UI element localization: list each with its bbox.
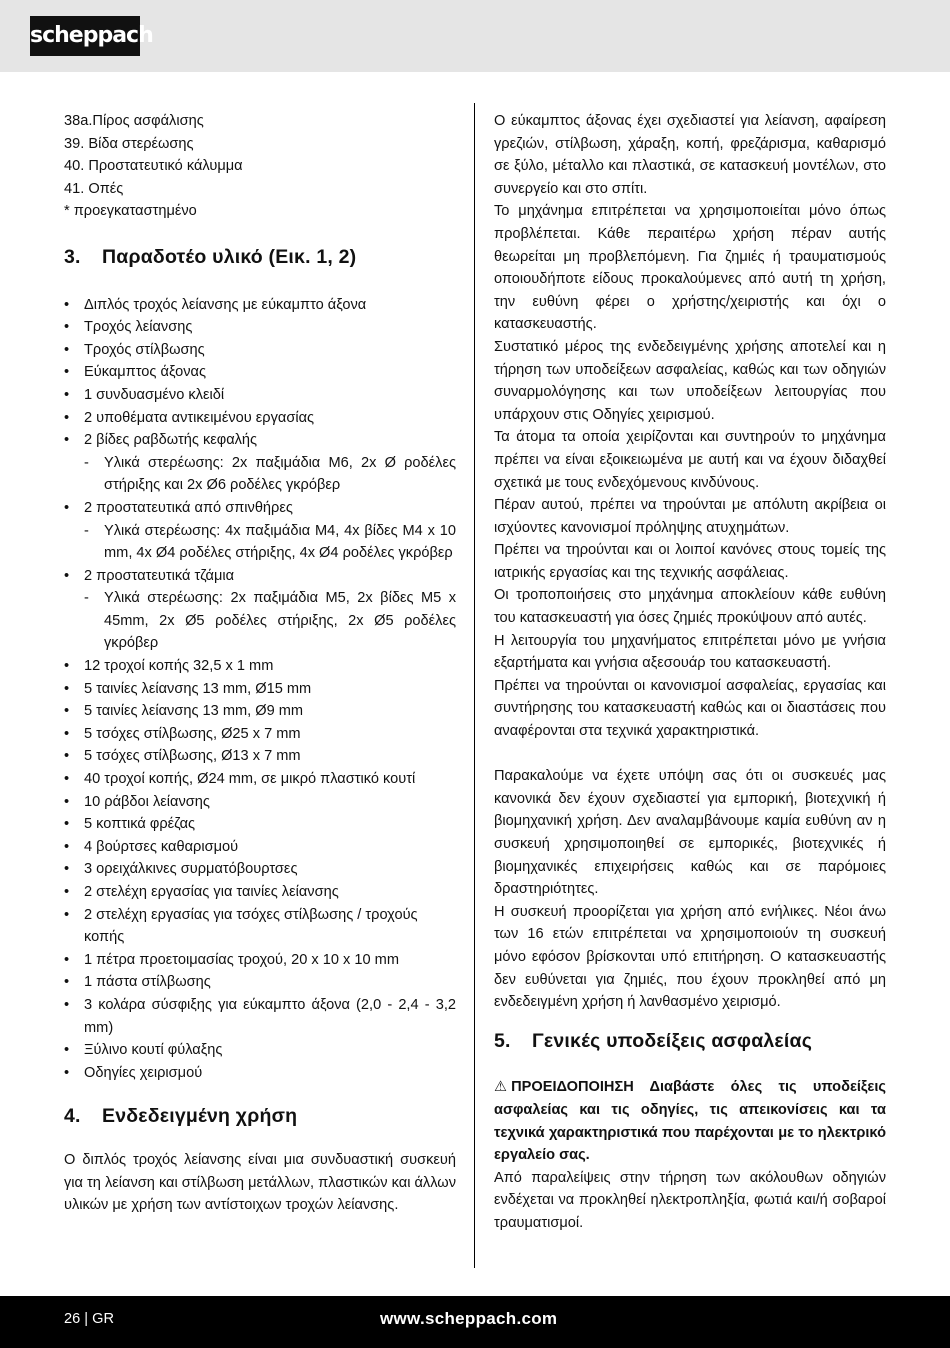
list-item: • 2 υποθέματα αντικειμένου εργασίας (64, 407, 456, 430)
paragraph: Η λειτουργία του μηχανήματος επιτρέπεται μόνο με γνήσια εξαρτήματα και γνήσια αξεσουάρ του κατασκευαστή. (494, 632, 886, 672)
header-bar (0, 0, 950, 72)
sub-item-spark-guards: - Υλικά στερέωσης: 4x παξιμάδια M4, 4x βίδες M4 x 10 mm, 4x Ø4 ροδέλες στήριξης, 4x Ø4 ροδέλες γκρόβερ (84, 520, 456, 565)
list-item: • Τροχός στίλβωσης (64, 339, 456, 362)
list-item: • 3 κολάρα σύσφιξης για εύκαμπτο άξονα (2,0 - 2,4 - 3,2 mm) (64, 994, 456, 1039)
list-item: • Διπλός τροχός λείανσης με εύκαμπτο άξονα (64, 294, 456, 317)
list-item: • Εύκαμπτος άξονας (64, 361, 456, 384)
list-item: • Ξύλινο κουτί φύλαξης (64, 1039, 456, 1062)
warning-heading: ΠΡΟΕΙΔΟΠΟΙΗΣΗ Διαβάστε όλες τις υποδείξεις ασφαλείας και τις οδηγίες, τις απεικονίσεις και τα τεχνικά χαρακτηριστικά που παρέχονται με το ηλεκτρικό εργαλείο σας. (494, 1079, 886, 1164)
sub-item-screws: - Υλικά στερέωσης: 2x παξιμάδια M6, 2x Ø ροδέλες στήριξης και 2x Ø6 ροδέλες γκρόβερ (84, 452, 456, 497)
warning-text: Από παραλείψεις στην τήρηση των ακόλουθων οδηγιών ενδέχεται να προκληθεί ηλεκτροπληξία, φωτιά και/ή σοβαροί τραυματισμοί. (494, 1169, 886, 1231)
delivery-list (64, 294, 456, 1085)
page-number: 26 | GR (64, 1311, 115, 1327)
list-item-spark-guards: • 2 προστατευτικά από σπινθήρες - Υλικά στερέωσης: 4x παξιμάδια M4, 4x βίδες M4 x 10 mm, 4x Ø4 ροδέλες στήριξης, 4x Ø4 ροδέλες γκρόβερ (64, 497, 456, 565)
list-item-screws: • 2 βίδες ραβδωτής κεφαλής - Υλικά στερέωσης: 2x παξιμάδια M6, 2x Ø ροδέλες στήριξης και 2x Ø6 ροδέλες γκρόβερ (64, 429, 456, 497)
paragraph: Τα άτομα τα οποία χειρίζονται και συντηρούν το μηχάνημα πρέπει να είναι εξοικειωμένα με αυτή και να έχουν διδαχθεί σχετικά με τους ενδεχόμενους κινδύνους. (494, 429, 886, 491)
list-item: • 1 συνδυασμένο κλειδί (64, 384, 456, 407)
list-item: • 12 τροχοί κοπής 32,5 x 1 mm (64, 655, 456, 678)
list-item: • 5 τσόχες στίλβωσης, Ø13 x 7 mm (64, 745, 456, 768)
list-item: • 5 κοπτικά φρέζας (64, 813, 456, 836)
list-item: • Οδηγίες χειρισμού (64, 1062, 456, 1085)
warning-icon: ⚠ (494, 1079, 508, 1096)
warning-block (494, 1076, 886, 1166)
list-item: • 5 ταινίες λείανσης 13 mm, Ø9 mm (64, 700, 456, 723)
scheppach-logo: scheppach (30, 16, 140, 56)
paragraph: Πρέπει να τηρούνται και οι λοιποί κανόνες στους τομείς της ιατρικής εργασίας και της τεχνικής ασφάλειας. (494, 542, 886, 581)
list-item-glass: • 2 προστατευτικά τζάμια - Υλικά στερέωσης: 2x παξιμάδια M5, 2x βίδες M5 x 45mm, 2x Ø5 ροδέλες στήριξης, 2x Ø5 ροδέλες γκρόβερ (64, 565, 456, 655)
section-4-heading: 4. Ενδεδειγμένη χρήση (64, 1105, 298, 1128)
paragraph: Ο εύκαμπτος άξονας έχει σχεδιαστεί για λείανση, αφαίρεση γρεζιών, στίλβωση, χάραξη, κοπή, φρεζάρισμα, καθαρισμό σε ξύλο, μέταλλο και πλαστικά, σε κατασκευή μοντέλων, στο συνεργείο και στο σπίτι. (494, 113, 886, 197)
paragraph: Οι τροποποιήσεις στο μηχάνημα αποκλείουν κάθε ευθύνη του κατασκευαστή για όσες ζημιές προκύψουν από αυτές. (494, 587, 886, 627)
paragraph: Πέραν αυτού, πρέπει να τηρούνται με απόλυτη ακρίβεια οι ισχύοντες κανονισμοί πρόληψης ατυχημάτων. (494, 497, 886, 536)
preinstalled-note: * προεγκαταστημένο (64, 203, 197, 220)
paragraph: Η συσκευή προορίζεται για χρήση από ενήλικες. Νέοι άνω των 16 ετών επιτρέπεται να χρησιμοποιούν τη συσκευή μόνο εφόσον βρίσκονται υπό επιτήρηση. Ο κατασκευαστής δεν ευθύνεται για ζημιές, που έχουν προκληθεί από μη ενδεδειγμένη χρήση ή λανθασμένο χειρισμό. (494, 903, 886, 1011)
paragraph: Το μηχάνημα επιτρέπεται να χρησιμοποιείται μόνο όπως προβλέπεται. Κάθε περαιτέρω χρήση πέραν αυτής θεωρείται μη προβλεπόμενη. Για ζημιές ή τραυματισμούς οποιουδήποτε είδους προκαλούμενες από αυτή τη χρήση, την ευθύνη φέρει ο χρήστης/χειριστής και όχι ο κατασκευαστής. (494, 203, 886, 333)
list-item: • 2 στελέχη εργασίας για τσόχες στίλβωσης / τροχούς κοπής (64, 904, 456, 949)
sub-item-glass: - Υλικά στερέωσης: 2x παξιμάδια M5, 2x βίδες M5 x 45mm, 2x Ø5 ροδέλες στήριξης, 2x Ø5 ροδέλες γκρόβερ (84, 587, 456, 655)
column-divider (474, 103, 475, 1268)
paragraph: Συστατικό μέρος της ενδεδειγμένης χρήσης αποτελεί και η τήρηση των υποδείξεων ασφαλείας, καθώς και των οδηγιών συναρμολόγησης και των υποδείξεων λειτουργίας που υπάρχουν στις Οδηγίες χειρισμού. (494, 338, 886, 423)
part-41: 41. Οπές (64, 180, 124, 197)
list-item: • 1 πάστα στίλβωσης (64, 971, 456, 994)
list-item: • 5 τσόχες στίλβωσης, Ø25 x 7 mm (64, 723, 456, 746)
list-item: • 40 τροχοί κοπής, Ø24 mm, σε μικρό πλαστικό κουτί (64, 768, 456, 791)
list-item: • 5 ταινίες λείανσης 13 mm, Ø15 mm (64, 678, 456, 701)
list-item: • Τροχός λείανσης (64, 316, 456, 339)
list-item: • 1 πέτρα προετοιμασίας τροχού, 20 x 10 x 10 mm (64, 949, 456, 972)
paragraph: Παρακαλούμε να έχετε υπόψη σας ότι οι συσκευές μας κανονικά δεν έχουν σχεδιαστεί για εμπορική, βιοτεχνική ή βιομηχανική χρήση. Δεν αναλαμβάνουμε καμία ευθύνη αν η συσκευή χρησιμοποιηθεί σε εμπορικές, βιοτεχνικές ή βιομηχανικές επιχειρήσεις καθώς και σε παρόμοιες δραστηριότητες. (494, 768, 886, 898)
list-item: • 4 βούρτσες καθαρισμού (64, 836, 456, 859)
spacer (494, 743, 886, 766)
list-item: • 10 ράβδοι λείανσης (64, 791, 456, 814)
part-40: 40. Προστατευτικό κάλυμμα (64, 158, 243, 175)
paragraph: Πρέπει να τηρούνται οι κανονισμοί ασφαλείας, εργασίας και συντήρησης του κατασκευαστή καθώς και οι διαστάσεις που αναφέρονται στα τεχνικά χαρακτηριστικά. (494, 677, 886, 740)
part-39: 39. Βίδα στερέωσης (64, 135, 194, 152)
section-5-heading: 5. Γενικές υποδείξεις ασφαλείας (494, 1029, 813, 1052)
website-link[interactable]: www.scheppach.com (380, 1309, 558, 1328)
section-4-text: Ο διπλός τροχός λείανσης είναι μια συνδυαστική συσκευή για τη λείανση και στίλβωση μετάλλων, πλαστικών και άλλων υλικών με χρήση των αντίστοιχων τροχών λείανσης. (64, 1151, 456, 1214)
left-column (64, 110, 456, 1217)
list-item: • 2 στελέχη εργασίας για ταινίες λείανσης (64, 881, 456, 904)
part-38a: 38a.Πίρος ασφάλισης (64, 113, 204, 129)
right-column (494, 110, 886, 1235)
list-item: • 3 ορειχάλκινες συρματόβουρτσες (64, 858, 456, 881)
section-3-heading: 3. Παραδοτέο υλικό (Εικ. 1, 2) (64, 245, 357, 268)
footer-bar (0, 1296, 950, 1348)
